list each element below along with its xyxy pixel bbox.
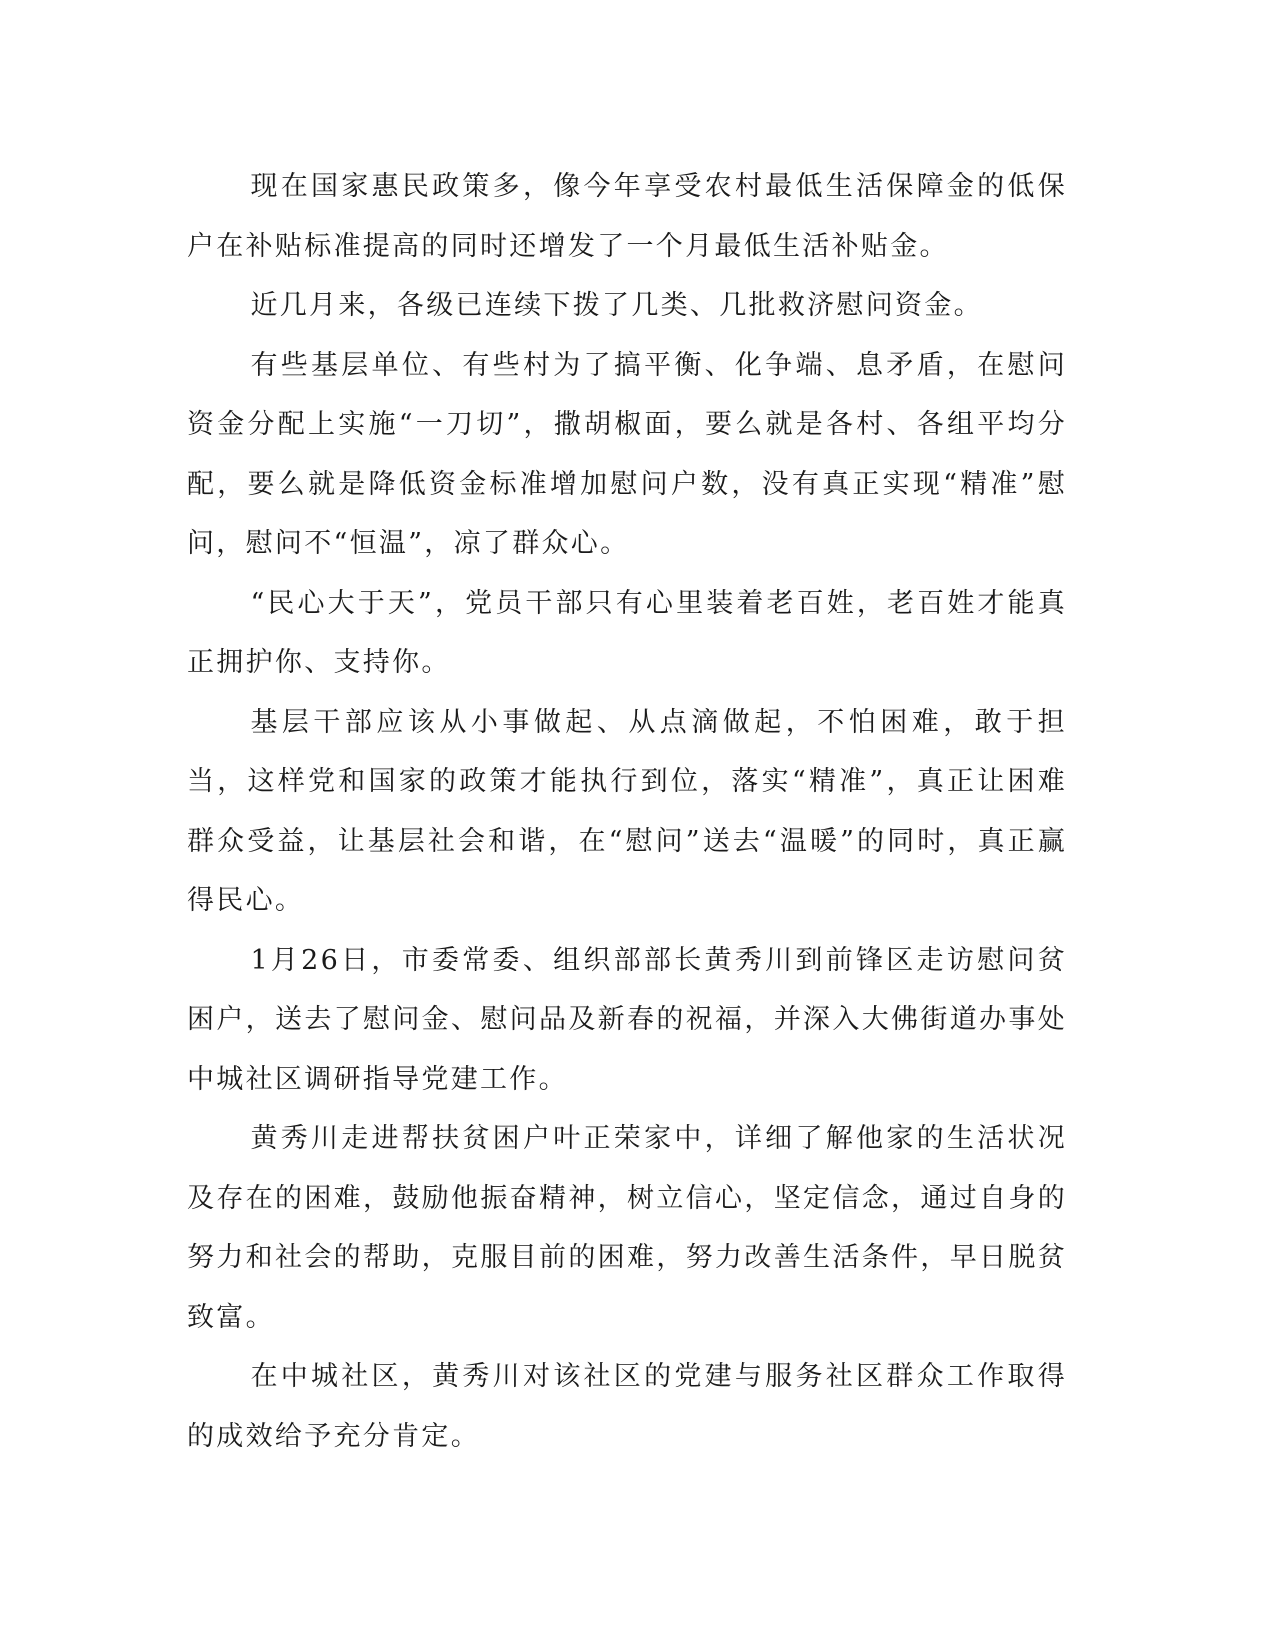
paragraph-7: 黄秀川走进帮扶贫困户叶正荣家中，详细了解他家的生活状况及存在的困难，鼓励他振奋精神，树立信心，坚定信念，通过自身的努力和社会的帮助，克服目前的困难，努力改善生活条件，早日脱贫致富。 bbox=[187, 1123, 1067, 1333]
paragraph-6: 1月26日，市委常委、组织部部长黄秀川到前锋区走访慰问贫困户，送去了慰问金、慰问品及新春的祝福，并深入大佛街道办事处中城社区调研指导党建工作。 bbox=[187, 944, 1067, 1095]
paragraph-2: 近几月来，各级已连续下拨了几类、几批救济慰问资金。 bbox=[250, 290, 983, 321]
document-body bbox=[187, 157, 1067, 1466]
paragraph-5: 基层干部应该从小事做起、从点滴做起，不怕困难，敢于担当，这样党和国家的政策才能执行到位，落实“精准”，真正让困难群众受益，让基层社会和谐，在“慰问”送去“温暖”的同时，真正赢得民心。 bbox=[187, 706, 1067, 916]
paragraph-8: 在中城社区，黄秀川对该社区的党建与服务社区群众工作取得的成效给予充分肯定。 bbox=[187, 1361, 1067, 1452]
paragraph-1: 现在国家惠民政策多，像今年享受农村最低生活保障金的低保户在补贴标准提高的同时还增发了一个月最低生活补贴金。 bbox=[187, 171, 1067, 262]
paragraph-4: “民心大于天”，党员干部只有心里装着老百姓，老百姓才能真正拥护你、支持你。 bbox=[187, 587, 1067, 678]
paragraph-3: 有些基层单位、有些村为了搞平衡、化争端、息矛盾，在慰问资金分配上实施“一刀切”，撒胡椒面，要么就是各村、各组平均分配，要么就是降低资金标准增加慰问户数，没有真正实现“精准”慰问，慰问不“恒温”，凉了群众心。 bbox=[187, 349, 1067, 559]
